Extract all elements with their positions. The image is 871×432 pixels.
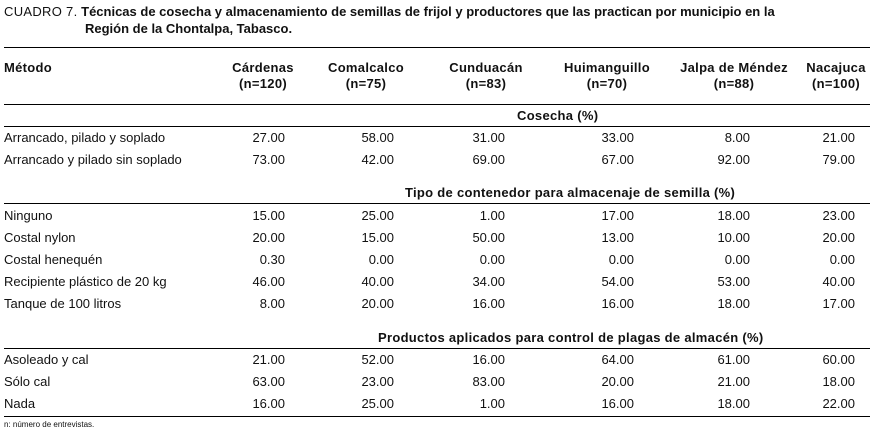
table-row xyxy=(0,130,871,150)
cell-nacajuca: 18.00 xyxy=(822,374,855,389)
cell-nacajuca: 22.00 xyxy=(822,396,855,411)
cell-cardenas: 21.00 xyxy=(252,352,285,367)
cell-huimanguillo: 20.00 xyxy=(601,374,634,389)
header-col-name: Huimanguillo xyxy=(564,60,650,75)
cell-huimanguillo: 67.00 xyxy=(601,152,634,167)
cell-comalcalco: 15.00 xyxy=(361,230,394,245)
cell-cardenas: 46.00 xyxy=(252,274,285,289)
cell-jalpa: 18.00 xyxy=(717,396,750,411)
header-method: Método xyxy=(4,60,53,75)
table-caption xyxy=(4,3,870,37)
header-col-n: (n=75) xyxy=(345,76,387,91)
cell-cunduacan: 1.00 xyxy=(479,208,505,223)
header-col-n: (n=120) xyxy=(239,76,287,91)
cell-cunduacan: 1.00 xyxy=(479,396,505,411)
section-rule xyxy=(4,203,870,204)
section-title-text: Tipo de contenedor para almacenaje de semilla (%) xyxy=(405,185,736,200)
cell-comalcalco: 58.00 xyxy=(361,130,394,145)
cell-jalpa: 61.00 xyxy=(717,352,750,367)
header-col-cardenas xyxy=(228,60,298,92)
cell-nacajuca: 17.00 xyxy=(822,296,855,311)
cell-huimanguillo: 54.00 xyxy=(601,274,634,289)
cell-jalpa: 18.00 xyxy=(717,296,750,311)
row-label: Costal nylon xyxy=(4,230,76,245)
header-col-cunduacan xyxy=(446,60,526,92)
header-col-name: Comalcalco xyxy=(328,60,404,75)
section-title-text: Productos aplicados para control de plagas de almacén (%) xyxy=(378,330,764,345)
header-col-n: (n=83) xyxy=(465,76,507,91)
table-row xyxy=(0,208,871,228)
cell-cardenas: 15.00 xyxy=(252,208,285,223)
header-col-jalpa xyxy=(672,60,796,92)
cell-cunduacan: 16.00 xyxy=(472,352,505,367)
cell-comalcalco: 23.00 xyxy=(361,374,394,389)
cell-cardenas: 27.00 xyxy=(252,130,285,145)
table-row xyxy=(0,352,871,372)
cell-jalpa: 92.00 xyxy=(717,152,750,167)
row-label: Nada xyxy=(4,396,36,411)
cell-nacajuca: 60.00 xyxy=(822,352,855,367)
cell-jalpa: 10.00 xyxy=(717,230,750,245)
cell-nacajuca: 20.00 xyxy=(822,230,855,245)
bottom-rule xyxy=(4,416,870,417)
header-col-name: Cárdenas xyxy=(232,60,294,75)
section-rule xyxy=(4,348,870,349)
row-label: Sólo cal xyxy=(4,374,51,389)
cell-comalcalco: 40.00 xyxy=(361,274,394,289)
cell-comalcalco: 42.00 xyxy=(361,152,394,167)
cell-nacajuca: 79.00 xyxy=(822,152,855,167)
row-label: Asoleado y cal xyxy=(4,352,89,367)
cell-huimanguillo: 17.00 xyxy=(601,208,634,223)
cell-comalcalco: 0.00 xyxy=(368,252,394,267)
table-row xyxy=(0,152,871,172)
section-rule xyxy=(4,126,870,127)
cell-cunduacan: 50.00 xyxy=(472,230,505,245)
row-label: Costal henequén xyxy=(4,252,103,267)
cell-comalcalco: 25.00 xyxy=(361,208,394,223)
caption-title-line2: Región de la Chontalpa, Tabasco. xyxy=(85,21,293,36)
cell-cardenas: 8.00 xyxy=(259,296,285,311)
cell-huimanguillo: 0.00 xyxy=(608,252,634,267)
cell-cunduacan: 0.00 xyxy=(479,252,505,267)
header-col-name: Jalpa de Méndez xyxy=(680,60,788,75)
cell-cardenas: 16.00 xyxy=(252,396,285,411)
cell-nacajuca: 0.00 xyxy=(829,252,855,267)
cell-comalcalco: 52.00 xyxy=(361,352,394,367)
cell-huimanguillo: 64.00 xyxy=(601,352,634,367)
cell-jalpa: 8.00 xyxy=(724,130,750,145)
cell-cunduacan: 16.00 xyxy=(472,296,505,311)
cell-comalcalco: 20.00 xyxy=(361,296,394,311)
cell-cardenas: 73.00 xyxy=(252,152,285,167)
cell-cunduacan: 83.00 xyxy=(472,374,505,389)
header-col-nacajuca xyxy=(801,60,871,92)
table-row xyxy=(0,296,871,316)
section-title-text: Cosecha (%) xyxy=(517,108,599,123)
header-col-name: Cunduacán xyxy=(449,60,523,75)
row-label: Ninguno xyxy=(4,208,53,223)
cell-huimanguillo: 13.00 xyxy=(601,230,634,245)
row-label: Recipiente plástico de 20 kg xyxy=(4,274,167,289)
row-label: Arrancado y pilado sin soplado xyxy=(4,152,182,167)
cell-cunduacan: 31.00 xyxy=(472,130,505,145)
caption-title-line1: Técnicas de cosecha y almacenamiento de semillas de frijol y productores que las practican por municipio en la xyxy=(81,4,775,19)
footnote: n: número de entrevistas. xyxy=(4,420,95,429)
header-col-n: (n=70) xyxy=(586,76,628,91)
row-label: Tanque de 100 litros xyxy=(4,296,122,311)
cell-jalpa: 21.00 xyxy=(717,374,750,389)
cell-jalpa: 53.00 xyxy=(717,274,750,289)
cell-cardenas: 20.00 xyxy=(252,230,285,245)
cell-comalcalco: 25.00 xyxy=(361,396,394,411)
table-row xyxy=(0,274,871,294)
table-row xyxy=(0,252,871,272)
table-row xyxy=(0,374,871,394)
cell-nacajuca: 21.00 xyxy=(822,130,855,145)
table-row xyxy=(0,396,871,416)
cell-huimanguillo: 33.00 xyxy=(601,130,634,145)
cell-huimanguillo: 16.00 xyxy=(601,396,634,411)
header-col-name: Nacajuca xyxy=(806,60,866,75)
cell-jalpa: 18.00 xyxy=(717,208,750,223)
cell-cunduacan: 34.00 xyxy=(472,274,505,289)
cell-huimanguillo: 16.00 xyxy=(601,296,634,311)
header-col-n: (n=88) xyxy=(713,76,755,91)
top-rule xyxy=(4,47,870,48)
cell-cunduacan: 69.00 xyxy=(472,152,505,167)
cell-jalpa: 0.00 xyxy=(724,252,750,267)
caption-number: CUADRO 7. xyxy=(4,4,78,19)
row-label: Arrancado, pilado y soplado xyxy=(4,130,166,145)
header-rule xyxy=(4,104,870,105)
header-col-comalcalco xyxy=(326,60,406,92)
cell-nacajuca: 23.00 xyxy=(822,208,855,223)
cell-nacajuca: 40.00 xyxy=(822,274,855,289)
cell-cardenas: 0.30 xyxy=(259,252,285,267)
header-col-huimanguillo xyxy=(557,60,657,92)
table-row xyxy=(0,230,871,250)
header-col-n: (n=100) xyxy=(812,76,860,91)
cell-cardenas: 63.00 xyxy=(252,374,285,389)
